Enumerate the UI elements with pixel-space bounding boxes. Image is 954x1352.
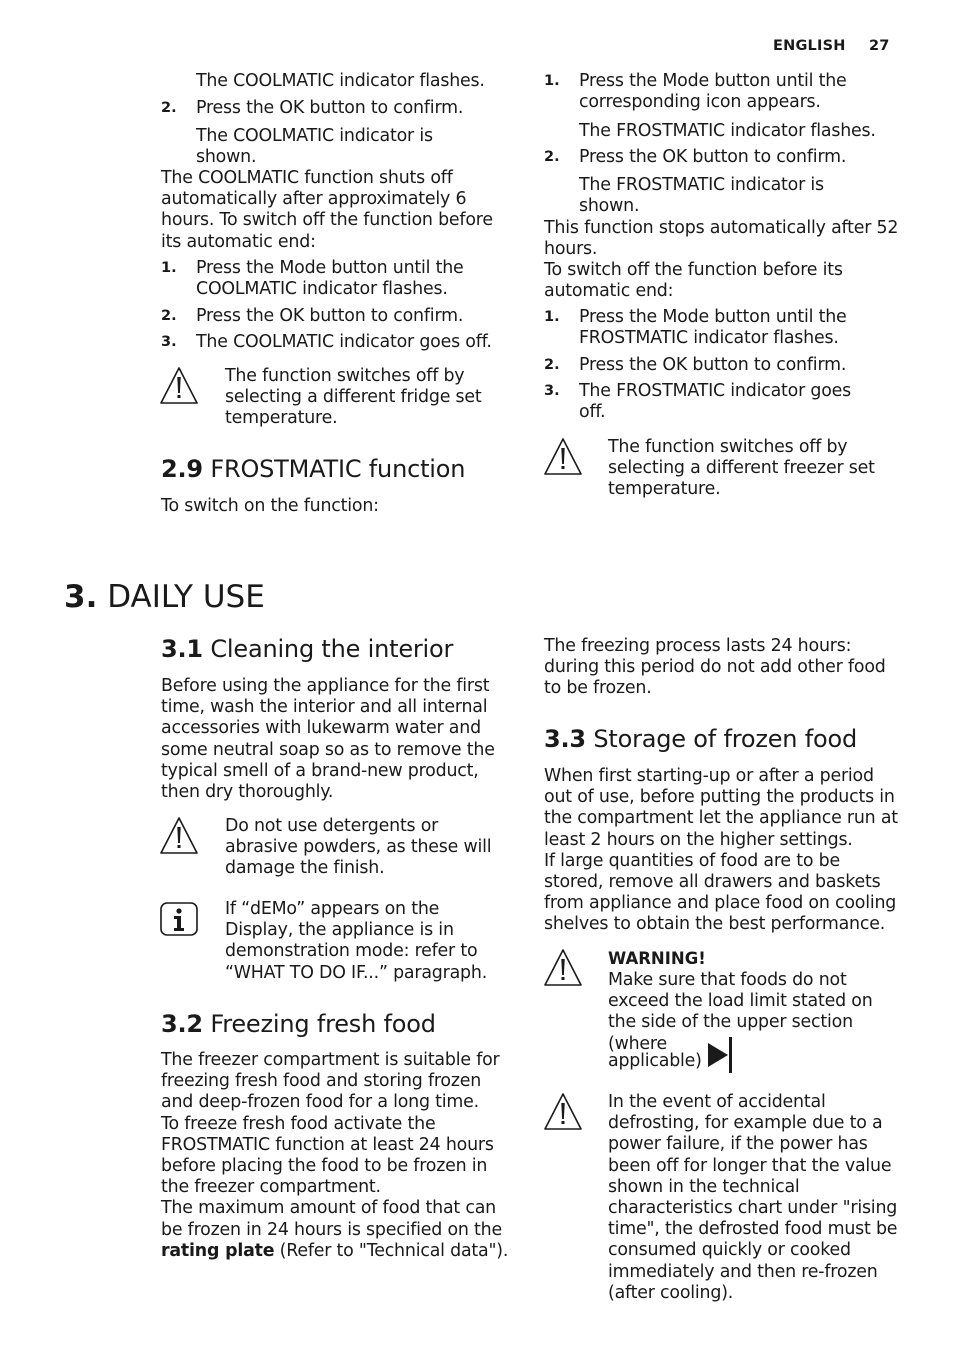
warning-note-text: The function switches off by selecting a different freezer set temperature. <box>608 437 875 500</box>
chapter-heading: 3. DAILY USE <box>64 579 265 615</box>
list-item-text: Press the Mode button until the corresponding icon appears. <box>579 71 847 113</box>
warning-triangle-icon <box>159 816 199 856</box>
section-intro: To switch on the function: <box>161 496 379 516</box>
list-number: 1. <box>544 73 560 89</box>
warning-note-text: The function switches off by selecting a different fridge set temperature. <box>225 366 482 429</box>
load-limit-warning-tail: applicable) <box>608 1051 702 1071</box>
freezing-paragraph: The freezer compartment is suitable for freezing fresh food and storing frozen and deep-frozen food for a long time. To freeze fresh food activate the FROSTMATIC function at least 24 hours before placing the food to be frozen in the freezer compartment. The maximum amount of food that can be frozen in 24 hours is specified on the rating plate (Refer to "Technical data"). <box>161 1050 509 1261</box>
list-item-text: Press the OK button to confirm. <box>579 147 847 167</box>
list-item-subtext: The FROSTMATIC indicator is shown. <box>579 175 824 217</box>
list-number: 1. <box>161 260 177 276</box>
list-number: 2. <box>544 149 560 165</box>
list-number: 3. <box>161 334 177 350</box>
list-item-text: The FROSTMATIC indicator goes off. <box>579 381 851 423</box>
section-heading-2-9: 2.9 FROSTMATIC function <box>161 455 466 483</box>
list-item-subtext: The COOLMATIC indicator is shown. <box>196 126 433 168</box>
coolmatic-auto-off-paragraph: The COOLMATIC function shuts off automatically after approximately 6 hours. To switch off the function before its automatic end: <box>161 168 493 252</box>
section-heading-3-2: 3.2 Freezing fresh food <box>161 1010 436 1038</box>
cleaning-paragraph: Before using the appliance for the first time, wash the interior and all internal accessories with lukewarm water and some neutral soap so as to remove the typical smell of a brand-new product, then dry thoroughly. <box>161 676 495 803</box>
list-number: 2. <box>544 357 560 373</box>
page-number: 27 <box>869 38 890 54</box>
frostmatic-switch-off-paragraph: To switch off the function before its automatic end: <box>544 260 843 302</box>
load-limit-symbol-icon <box>706 1035 734 1075</box>
list-item-text: Press the Mode button until the COOLMATIC indicator flashes. <box>196 258 464 300</box>
list-item-text: The COOLMATIC indicator goes off. <box>196 332 492 352</box>
info-icon <box>159 899 199 939</box>
header-language: ENGLISH <box>773 38 846 54</box>
warning-triangle-icon <box>543 437 583 477</box>
warning-triangle-icon <box>159 366 199 406</box>
warning-title: WARNING! <box>608 949 706 968</box>
defrost-warning-text: In the event of accidental defrosting, for example due to a power failure, if the power has been off for longer that the value shown in the technical characteristics chart under "rising time", the defrosted food must be consumed quickly or cooked immediately and then re-frozen (after cooling). <box>608 1092 898 1303</box>
freezing-duration-paragraph: The freezing process lasts 24 hours: during this period do not add other food to be frozen. <box>544 636 886 699</box>
coolmatic-flash-text: The COOLMATIC indicator flashes. <box>196 71 485 91</box>
storage-paragraph: When first starting-up or after a period out of use, before putting the products in the compartment let the appliance run at least 2 hours on the higher settings. If large quantities of food are to be stored, remove all drawers and baskets from appliance and place food on cooling shelves to obtain the best performance. <box>544 766 898 935</box>
list-item-text: Press the OK button to confirm. <box>196 98 464 118</box>
list-item-subtext: The FROSTMATIC indicator flashes. <box>579 121 876 141</box>
rating-plate-bold: rating plate <box>161 1240 275 1261</box>
list-number: 2. <box>161 100 177 116</box>
warning-triangle-icon <box>543 1092 583 1132</box>
info-note-text: If “dEMo” appears on the Display, the appliance is in demonstration mode: refer to “WHAT TO DO IF...” paragraph. <box>225 899 488 983</box>
list-item-text: Press the OK button to confirm. <box>579 355 847 375</box>
warning-triangle-icon <box>543 948 583 988</box>
section-heading-3-1: 3.1 Cleaning the interior <box>161 635 454 663</box>
list-number: 3. <box>544 383 560 399</box>
section-heading-3-3: 3.3 Storage of frozen food <box>544 725 857 753</box>
frostmatic-auto-stop-paragraph: This function stops automatically after 52 hours. <box>544 218 899 260</box>
warning-note-text: Do not use detergents or abrasive powders, as these will damage the finish. <box>225 816 492 879</box>
list-item-text: Press the OK button to confirm. <box>196 306 464 326</box>
list-item-text: Press the Mode button until the FROSTMATIC indicator flashes. <box>579 307 847 349</box>
list-number: 1. <box>544 309 560 325</box>
load-limit-warning-text: Make sure that foods do not exceed the load limit stated on the side of the upper section (where <box>608 970 873 1054</box>
list-number: 2. <box>161 308 177 324</box>
